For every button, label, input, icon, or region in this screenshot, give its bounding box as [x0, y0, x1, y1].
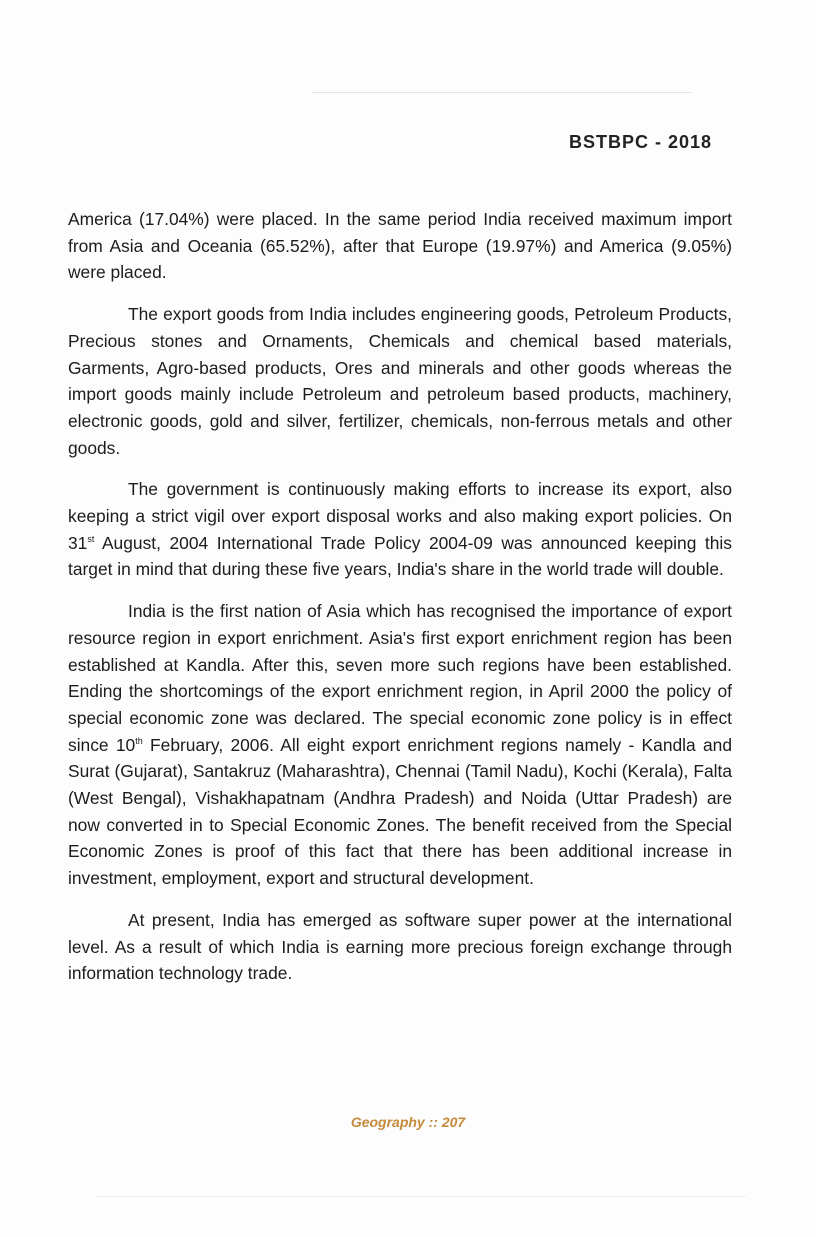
paragraph-government-efforts-part2: August, 2004 International Trade Policy 2004-09 was announced keeping this target in mind that during these five years, India's share in the world trade will double. [68, 532, 732, 580]
paragraph-government-efforts-part1: The government is continuously making efforts to increase its export, also keeping a strict vigil over export disposal works and also making export policies. On 31 [68, 479, 732, 553]
paragraph-export-enrichment-part1: India is the first nation of Asia which has recognised the importance of export resource region in export enrichment. Asia's first export enrichment region has been established at Kandla. After this, seven more such regions have been established. Ending the shortcomings of the export enrichment region, in April 2000 the policy of special economic zone was declared. The special economic zone policy is in effect since 10 [68, 601, 732, 755]
paragraph-trade-share: America (17.04%) were placed. In the same period India received maximum import from Asia and Oceania (65.52%), after that Europe (19.97%) and America (9.05%) were placed. [68, 209, 732, 283]
ordinal-suffix-st: st [87, 533, 95, 544]
header-code: BSTBPC - 2018 [568, 132, 712, 152]
bottom-divider [96, 1196, 746, 1197]
page-footer: Geography :: 207 [350, 1114, 466, 1130]
paragraph-software-power: At present, India has emerged as software super power at the international level. As a result of which India is earning more precious foreign exchange through information technology trade. [68, 909, 732, 984]
paragraph-government-efforts [68, 476, 732, 583]
body-text [68, 206, 732, 1002]
paragraph-export-enrichment [68, 598, 732, 892]
ordinal-suffix-th: th [135, 735, 143, 746]
top-divider [312, 92, 692, 93]
paragraph-export-import-goods: The export goods from India includes engineering goods, Petroleum Products, Precious stones and Ornaments, Chemicals and chemical based materials, Garments, Agro-based products, Ores and minerals and other goods whereas the import goods mainly include Petroleum and petroleum based products, machinery, electronic goods, gold and silver, fertilizer, chemicals, non-ferrous metals and other goods. [68, 304, 732, 458]
paragraph-export-enrichment-part2: February, 2006. All eight export enrichment regions namely - Kandla and Surat (Gujarat), Santakruz (Maharashtra), Chennai (Tamil Nadu), Kochi (Kerala), Falta (West Bengal), Vishakhapatnam (Andhra Pradesh) and Noida (Uttar Pradesh) are now converted in to Special Economic Zones. The benefit received from the Special Economic Zones is proof of this fact that there has been additional increase in investment, employment, export and structural development. [68, 734, 732, 889]
